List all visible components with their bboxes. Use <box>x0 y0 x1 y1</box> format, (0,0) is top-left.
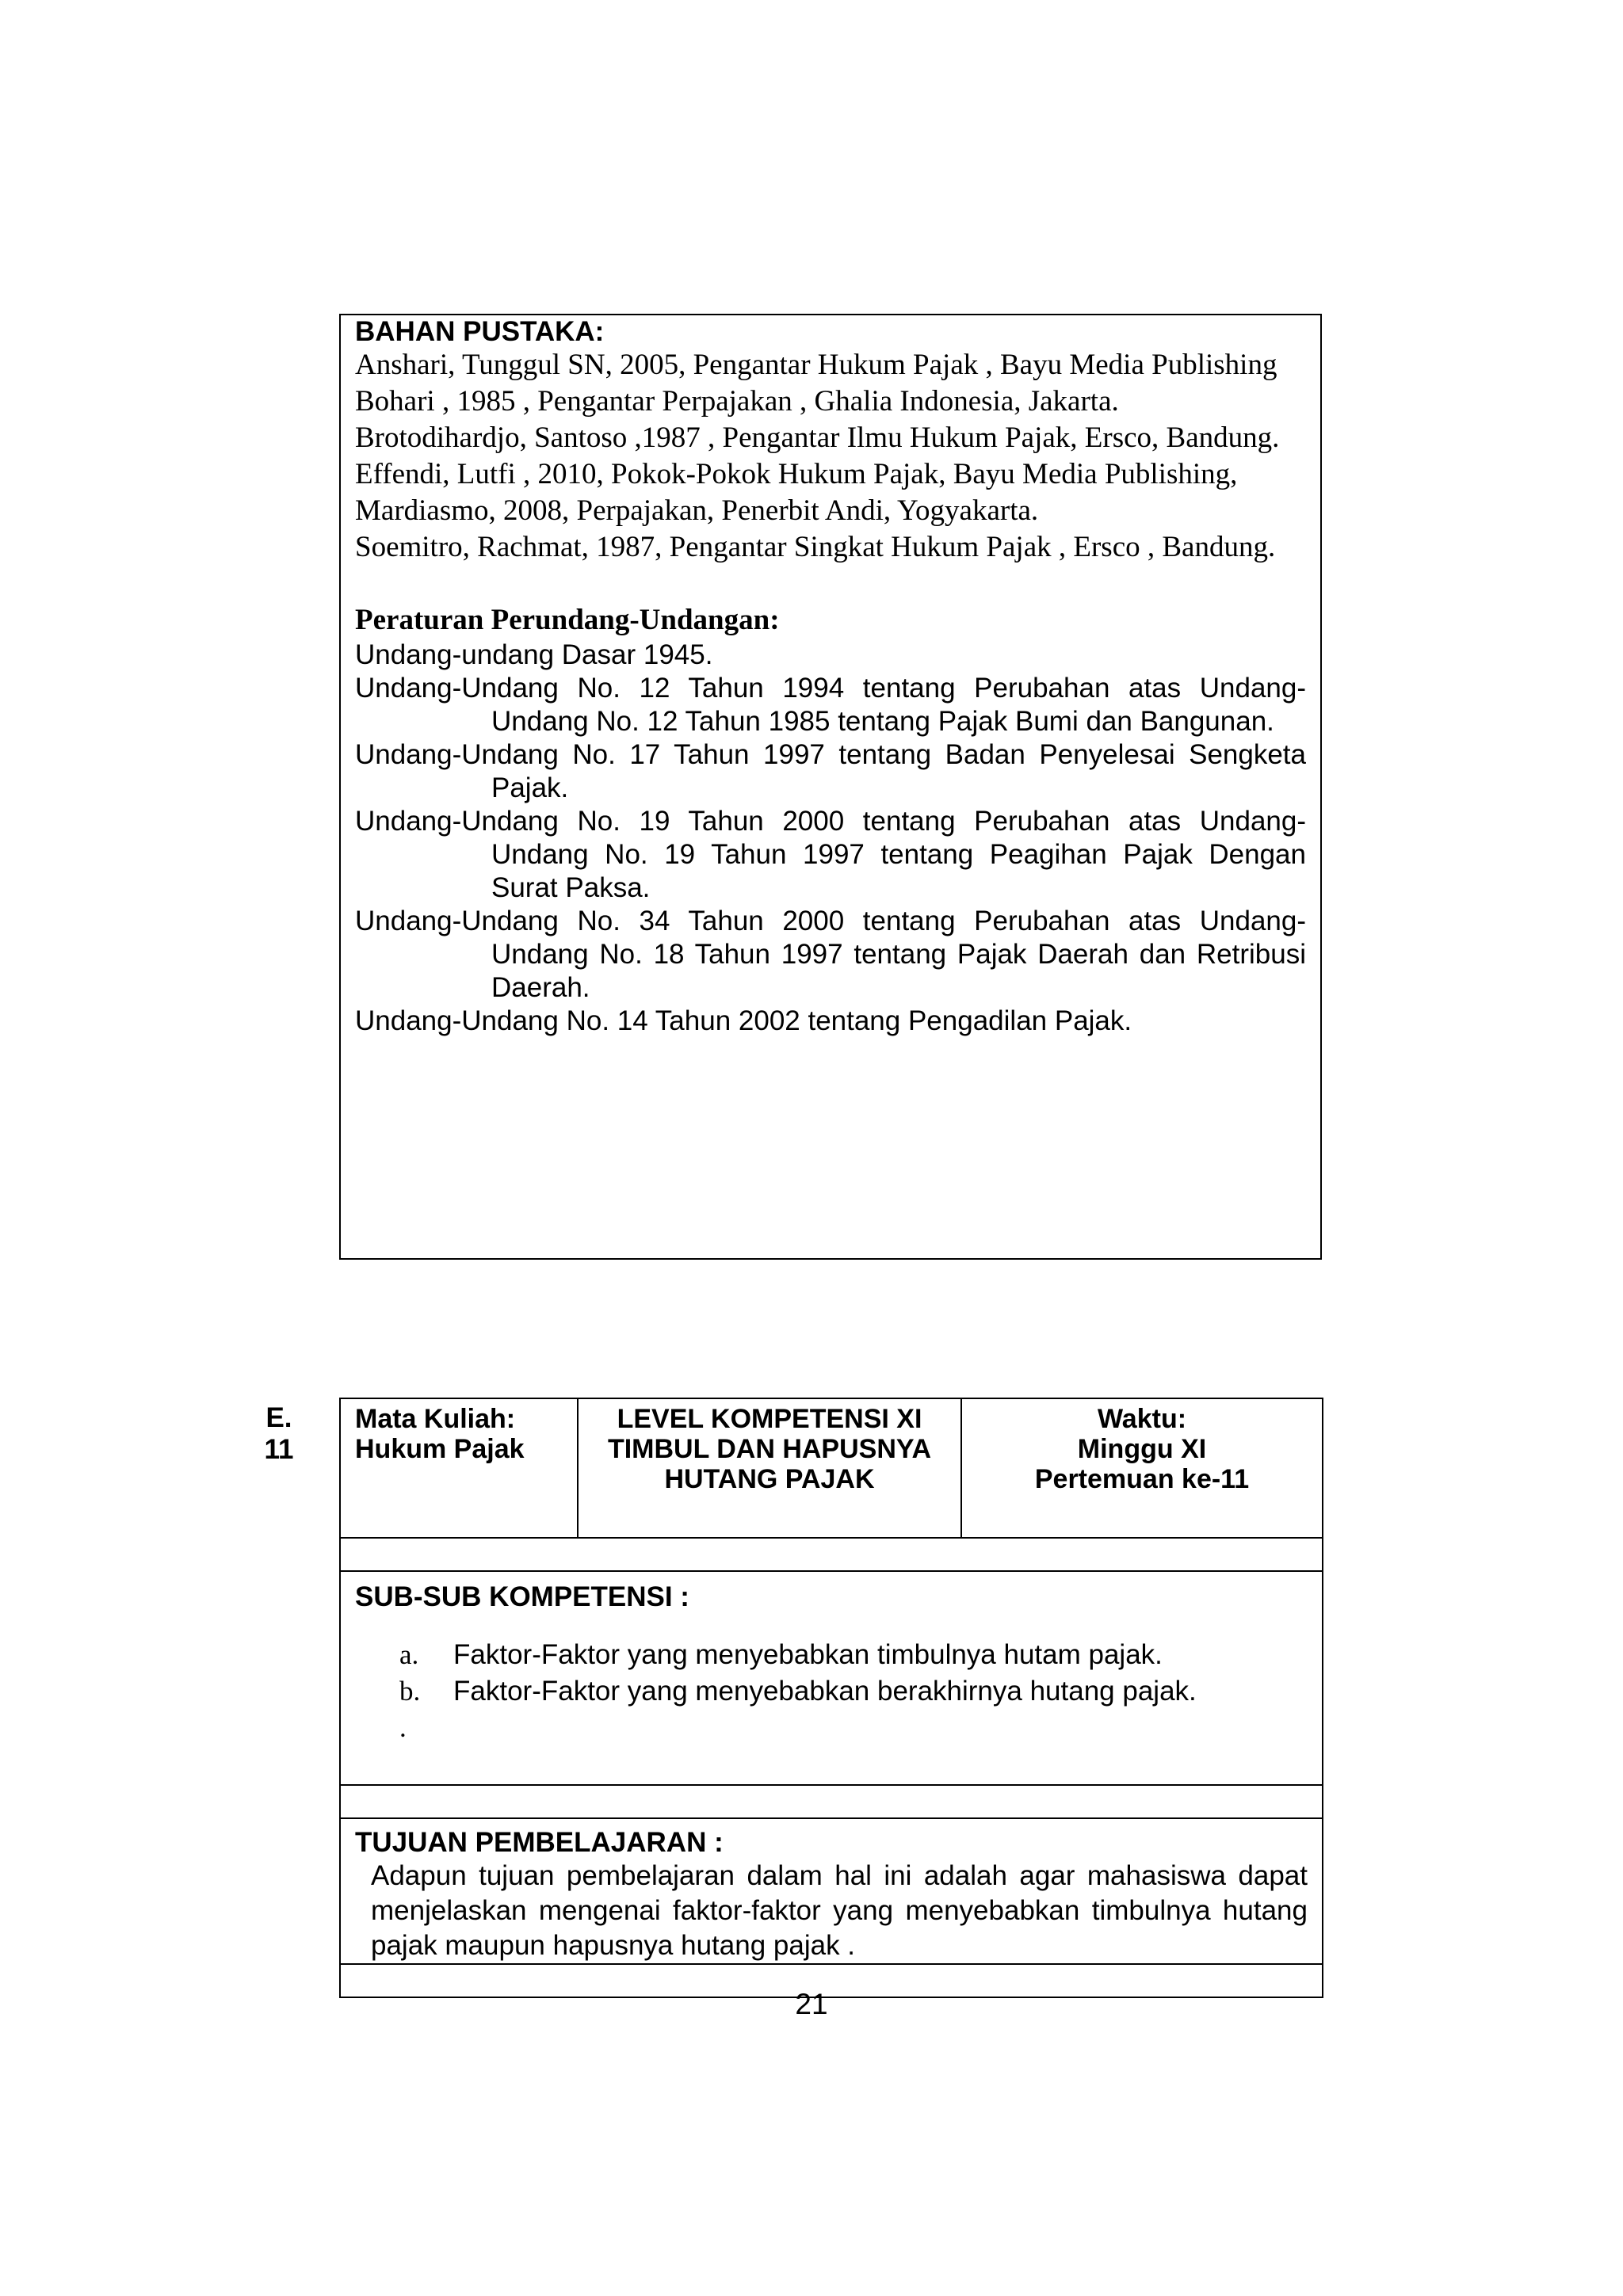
list-marker: b. <box>399 1676 421 1707</box>
time-label: Waktu: <box>1097 1404 1187 1434</box>
regulation-entry: Undang-Undang No. 14 Tahun 2002 tentang Pengadilan Pajak. <box>355 1005 1132 1036</box>
book-entry: Brotodihardjo, Santoso ,1987 , Pengantar Ilmu Hukum Pajak, Ersco, Bandung. <box>355 421 1280 454</box>
competency-title: LEVEL KOMPETENSI XI TIMBUL DAN HAPUSNYA HUTANG PAJAK <box>607 1404 932 1494</box>
regulation-entry: Undang-Undang No. 12 Tahun 1994 tentang Perubahan atas Undang-Undang No. 12 Tahun 1985 tentang Pajak Bumi dan Bangunan. <box>355 673 1306 737</box>
sub-competency-cell <box>340 1571 1323 1785</box>
book-list <box>355 347 1306 566</box>
regulation-list <box>355 639 1306 1038</box>
regulation-entry: Undang-Undang No. 19 Tahun 2000 tentang Perubahan atas Undang-Undang No. 19 Tahun 1997 tentang Peagihan Pajak Dengan Surat Paksa. <box>355 806 1306 903</box>
book-entry: Mardiasmo, 2008, Perpajakan, Penerbit Andi, Yogyakarta. <box>355 494 1039 527</box>
learning-goal-text: Adapun tujuan pembelajaran dalam hal ini adalah agar mahasiswa dapat menjelaskan mengenai faktor-faktor yang menyebabkan timbulnya hutang pajak maupun hapusnya hutang pajak . <box>371 1860 1308 1961</box>
spacer-row <box>340 1785 1323 1818</box>
list-marker: a. <box>399 1639 419 1670</box>
course-label: Mata Kuliah: <box>355 1404 516 1434</box>
section-label-letter: E. <box>265 1402 292 1433</box>
regulation-entry: Undang-Undang No. 17 Tahun 1997 tentang Badan Penyelesai Sengketa Pajak. <box>355 739 1306 803</box>
regulation-entry: Undang-Undang No. 34 Tahun 2000 tentang Perubahan atas Undang-Undang No. 18 Tahun 1997 tentang Pajak Daerah dan Retribusi Daerah. <box>355 906 1306 1003</box>
book-entry: Effendi, Lutfi , 2010, Pokok-Pokok Hukum Pajak, Bayu Media Publishing, <box>355 458 1238 490</box>
list-item <box>399 1710 1308 1746</box>
list-item <box>399 1673 1308 1710</box>
regulation-entry: Undang-undang Dasar 1945. <box>355 639 713 670</box>
book-entry: Anshari, Tunggul SN, 2005, Pengantar Hukum Pajak , Bayu Media Publishing <box>355 349 1277 381</box>
time-week: Minggu XI <box>1077 1434 1207 1464</box>
sub-competency-list <box>355 1637 1308 1746</box>
bibliography-heading: BAHAN PUSTAKA: <box>355 316 605 347</box>
section-label-number: 11 <box>264 1434 294 1465</box>
module-table <box>339 1398 1323 1998</box>
competency-cell <box>578 1398 961 1538</box>
time-meeting: Pertemuan ke-11 <box>1034 1464 1250 1494</box>
bibliography-box <box>339 314 1322 1260</box>
regulations-heading: Peraturan Perundang-Undangan: <box>355 604 780 636</box>
course-cell <box>340 1398 578 1538</box>
sub-competency-row <box>340 1571 1323 1785</box>
list-marker: . <box>399 1712 407 1743</box>
section-label <box>259 1402 299 1466</box>
module-header-row <box>340 1398 1323 1538</box>
course-name: Hukum Pajak <box>355 1434 525 1464</box>
list-text: Faktor-Faktor yang menyebabkan timbulnya hutam pajak. <box>453 1639 1163 1670</box>
page-number: 21 <box>795 1988 828 2020</box>
spacer-row <box>340 1538 1323 1571</box>
time-cell <box>961 1398 1323 1538</box>
learning-goal-row <box>340 1818 1323 1964</box>
list-text: Faktor-Faktor yang menyebabkan berakhirnya hutang pajak. <box>453 1676 1197 1707</box>
learning-goal-heading: TUJUAN PEMBELAJARAN : <box>355 1827 724 1858</box>
book-entry: Soemitro, Rachmat, 1987, Pengantar Singkat Hukum Pajak , Ersco , Bandung. <box>355 531 1276 563</box>
sub-competency-heading: SUB-SUB KOMPETENSI : <box>355 1581 689 1612</box>
learning-goal-cell <box>340 1818 1323 1964</box>
book-entry: Bohari , 1985 , Pengantar Perpajakan , Ghalia Indonesia, Jakarta. <box>355 385 1119 418</box>
list-item <box>399 1637 1308 1673</box>
